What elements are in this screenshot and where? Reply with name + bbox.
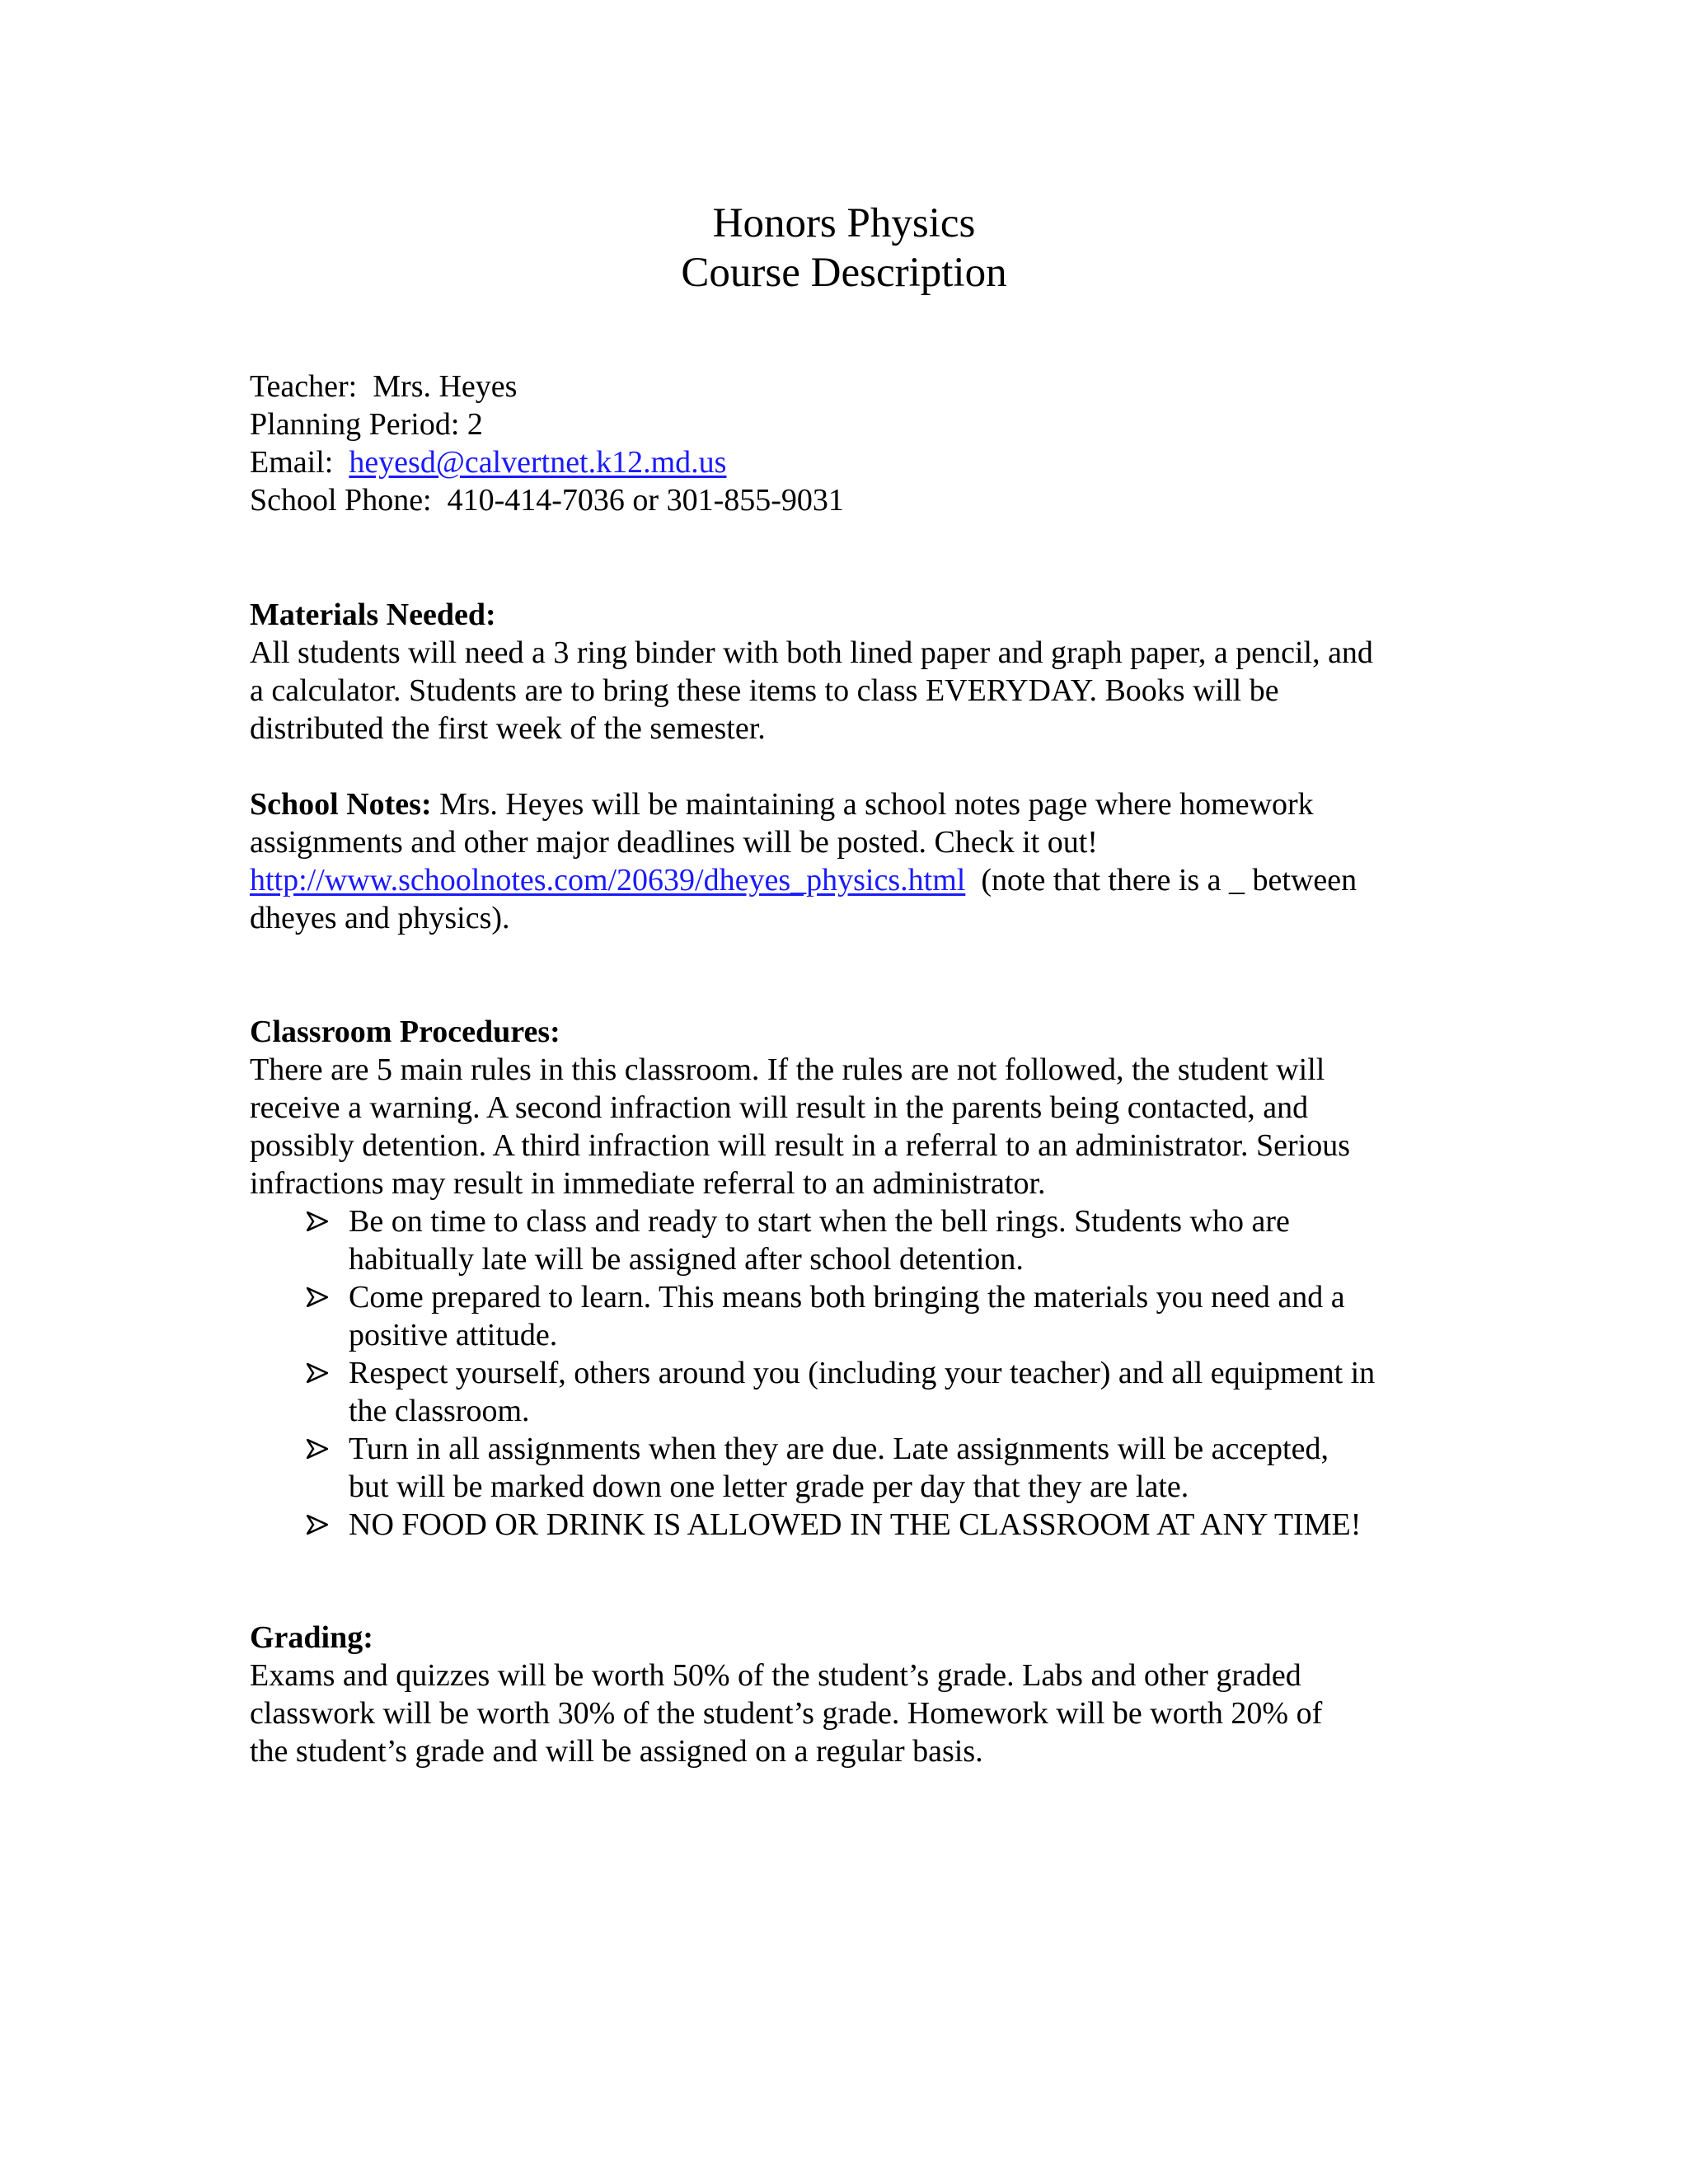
rule-text: Be on time to class and ready to start when the bell rings. Students who are [349,1204,1290,1239]
rule-item [250,1354,1461,1430]
contact-block [250,368,1461,519]
school-notes-line: dheyes and physics). [250,901,510,935]
materials-line: a calculator. Students are to bring these items to class EVERYDAY. Books will be [250,673,1279,708]
procedures-intro-line: possibly detention. A third infraction will result in a referral to an administrator. Serious [250,1128,1351,1163]
procedures-section [250,1013,1461,1544]
email-link[interactable]: heyesd@calvertnet.k12.md.us [349,445,727,480]
rule-text: habitually late will be assigned after school detention. [349,1242,1024,1277]
teacher-label: Teacher: [250,369,358,404]
procedures-intro-line: There are 5 main rules in this classroom. If the rules are not followed, the student will [250,1052,1325,1087]
rule-text: Respect yourself, others around you (including your teacher) and all equipment in [349,1356,1376,1390]
school-notes-line [250,785,1461,823]
procedures-intro-line: receive a warning. A second infraction will result in the parents being contacted, and [250,1090,1309,1125]
grading-line: the student’s grade and will be assigned on a regular basis. [250,1734,983,1769]
materials-heading: Materials Needed: [250,598,496,632]
school-notes-section [250,785,1461,937]
rule-text: Turn in all assignments when they are due. Late assignments will be accepted, [349,1432,1329,1466]
teacher-name: Mrs. Heyes [373,369,518,404]
email-line [250,443,1461,481]
arrow-bullet-icon [301,1506,334,1544]
rule-text: positive attitude. [349,1318,558,1352]
school-notes-heading: School Notes: [250,787,432,822]
materials-section [250,596,1461,748]
rule-item [250,1278,1461,1354]
school-notes-link-line [250,861,1461,899]
phone-line [250,481,1461,519]
rule-text: Come prepared to learn. This means both bringing the materials you need and a [349,1280,1345,1315]
school-notes-line: assignments and other major deadlines will be posted. Check it out! [250,825,1098,860]
grading-section [250,1619,1461,1770]
school-notes-link[interactable]: http://www.schoolnotes.com/20639/dheyes_physics.html [250,863,966,898]
procedures-intro-line: infractions may result in immediate referral to an administrator. [250,1166,1046,1201]
school-notes-link-suffix: (note that there is a _ between [981,863,1357,898]
document-subtitle: Course Description [681,250,1007,296]
arrow-bullet-icon [301,1430,334,1468]
rule-text: NO FOOD OR DRINK IS ALLOWED IN THE CLASSROOM AT ANY TIME! [349,1507,1362,1542]
document-title: Honors Physics [712,200,976,246]
grading-line: classwork will be worth 30% of the student’s grade. Homework will be worth 20% of [250,1696,1323,1731]
rules-list [250,1202,1461,1544]
arrow-bullet-icon [301,1202,334,1240]
materials-line: distributed the first week of the semester. [250,711,766,746]
materials-line: All students will need a 3 ring binder with both lined paper and graph paper, a pencil, and [250,635,1373,670]
rule-item [250,1430,1461,1506]
rule-item [250,1506,1461,1544]
school-notes-text: Mrs. Heyes will be maintaining a school notes page where homework [439,787,1314,822]
arrow-bullet-icon [301,1354,334,1392]
grading-line: Exams and quizzes will be worth 50% of the student’s grade. Labs and other graded [250,1658,1301,1693]
planning-value: 2 [467,407,483,442]
grading-heading: Grading: [250,1620,373,1655]
rule-item [250,1202,1461,1278]
planning-line [250,405,1461,443]
planning-label: Planning Period: [250,407,460,442]
rule-text: the classroom. [349,1394,530,1428]
teacher-line [250,368,1461,405]
rule-text: but will be marked down one letter grade per day that they are late. [349,1469,1189,1504]
phone-label: School Phone: [250,483,432,518]
phone-value: 410-414-7036 or 301-855-9031 [447,483,844,518]
procedures-heading: Classroom Procedures: [250,1015,560,1049]
arrow-bullet-icon [301,1278,334,1316]
email-label: Email: [250,445,334,480]
